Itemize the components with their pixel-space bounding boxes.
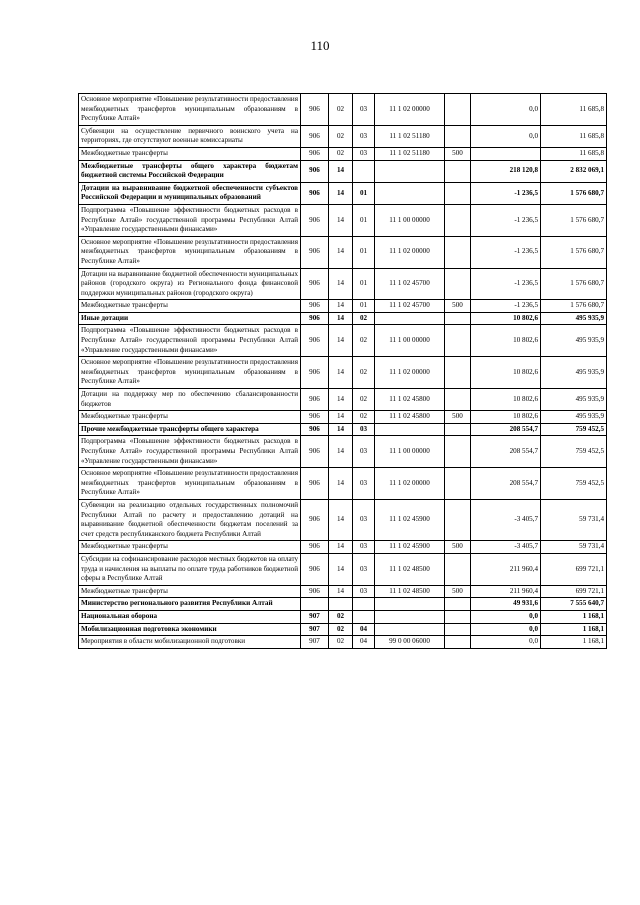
target-article-code: 11 1 00 00000 (375, 436, 445, 468)
subsection-code: 02 (353, 411, 375, 424)
target-article-code: 11 1 02 45900 (375, 499, 445, 540)
target-article-code (375, 610, 445, 623)
expense-type-code: 500 (445, 300, 471, 313)
amount-change: 49 931,6 (471, 598, 541, 611)
admin-code: 906 (301, 553, 329, 585)
expense-type-code (445, 468, 471, 500)
section-code: 14 (329, 236, 353, 268)
expense-type-code (445, 598, 471, 611)
table-row (79, 585, 607, 598)
amount-change: 0,0 (471, 125, 541, 147)
admin-code: 907 (301, 610, 329, 623)
amount-total: 495 935,9 (541, 325, 607, 357)
amount-change: -3 405,7 (471, 541, 541, 554)
admin-code: 906 (301, 312, 329, 325)
amount-total: 495 935,9 (541, 389, 607, 411)
table-row (79, 147, 607, 160)
amount-total: 759 452,5 (541, 436, 607, 468)
table-row (79, 312, 607, 325)
admin-code: 906 (301, 499, 329, 540)
subsection-code: 03 (353, 468, 375, 500)
expense-type-code (445, 236, 471, 268)
subsection-code: 04 (353, 636, 375, 649)
amount-total: 59 731,4 (541, 541, 607, 554)
amount-total: 1 168,1 (541, 623, 607, 636)
subsection-code: 03 (353, 423, 375, 436)
admin-code: 906 (301, 236, 329, 268)
amount-change: 0,0 (471, 636, 541, 649)
admin-code: 906 (301, 541, 329, 554)
subsection-code: 03 (353, 541, 375, 554)
section-code: 14 (329, 468, 353, 500)
amount-change: -3 405,7 (471, 499, 541, 540)
table-row (79, 411, 607, 424)
amount-total: 1 168,1 (541, 610, 607, 623)
admin-code: 906 (301, 325, 329, 357)
amount-total: 11 685,8 (541, 125, 607, 147)
section-code: 14 (329, 541, 353, 554)
amount-total: 11 685,8 (541, 147, 607, 160)
section-code: 14 (329, 389, 353, 411)
expense-type-code (445, 204, 471, 236)
expense-type-code (445, 610, 471, 623)
amount-total: 1 576 680,7 (541, 182, 607, 204)
section-code: 02 (329, 94, 353, 126)
expense-type-code: 500 (445, 585, 471, 598)
section-code: 14 (329, 423, 353, 436)
target-article-code: 11 1 02 45700 (375, 268, 445, 300)
amount-change: 10 802,6 (471, 312, 541, 325)
admin-code: 906 (301, 357, 329, 389)
amount-total: 1 576 680,7 (541, 204, 607, 236)
admin-code: 906 (301, 204, 329, 236)
row-name: Межбюджетные трансферты (79, 300, 301, 313)
row-name: Подпрограмма «Повышение эффективности бюджетных расходов в Республике Алтай» государственной программы Республики Алтай «Управление государственными финансами» (79, 325, 301, 357)
row-name: Мероприятия в области мобилизационной подготовки (79, 636, 301, 649)
subsection-code: 03 (353, 147, 375, 160)
amount-change: 211 960,4 (471, 553, 541, 585)
admin-code: 906 (301, 468, 329, 500)
amount-total: 759 452,5 (541, 423, 607, 436)
section-code: 14 (329, 499, 353, 540)
section-code: 02 (329, 623, 353, 636)
target-article-code: 11 1 02 48500 (375, 553, 445, 585)
subsection-code (353, 160, 375, 182)
subsection-code: 02 (353, 312, 375, 325)
amount-change: -1 236,5 (471, 268, 541, 300)
subsection-code (353, 598, 375, 611)
subsection-code: 03 (353, 94, 375, 126)
amount-change: -1 236,5 (471, 204, 541, 236)
expense-type-code (445, 357, 471, 389)
expense-type-code: 500 (445, 147, 471, 160)
target-article-code: 11 1 02 45800 (375, 389, 445, 411)
target-article-code: 11 1 02 51180 (375, 125, 445, 147)
row-name: Дотации на выравнивание бюджетной обеспеченности муниципальных районов (городского округа) из Регионального фонда финансовой поддержки муниципальных районов (городского округа) (79, 268, 301, 300)
section-code: 14 (329, 325, 353, 357)
expense-type-code (445, 182, 471, 204)
section-code: 14 (329, 300, 353, 313)
row-name: Прочие межбюджетные трансферты общего характера (79, 423, 301, 436)
amount-change: 208 554,7 (471, 436, 541, 468)
section-code: 14 (329, 312, 353, 325)
table-row (79, 268, 607, 300)
expense-type-code (445, 160, 471, 182)
amount-total: 1 576 680,7 (541, 236, 607, 268)
row-name: Межбюджетные трансферты (79, 585, 301, 598)
admin-code: 906 (301, 585, 329, 598)
admin-code: 906 (301, 160, 329, 182)
target-article-code: 11 1 02 45900 (375, 541, 445, 554)
expense-type-code (445, 389, 471, 411)
target-article-code: 11 1 02 45700 (375, 300, 445, 313)
admin-code: 907 (301, 623, 329, 636)
subsection-code: 03 (353, 125, 375, 147)
expense-type-code (445, 94, 471, 126)
section-code: 14 (329, 204, 353, 236)
row-name: Межбюджетные трансферты (79, 411, 301, 424)
admin-code: 906 (301, 411, 329, 424)
section-code: 14 (329, 160, 353, 182)
amount-total: 59 731,4 (541, 499, 607, 540)
subsection-code (353, 610, 375, 623)
amount-total: 1 576 680,7 (541, 268, 607, 300)
table-row (79, 499, 607, 540)
table-row (79, 468, 607, 500)
target-article-code (375, 623, 445, 636)
amount-total: 699 721,1 (541, 553, 607, 585)
expense-type-code (445, 268, 471, 300)
row-name: Субвенции на осуществление первичного воинского учета на территориях, где отсутствуют военные комиссариаты (79, 125, 301, 147)
section-code: 14 (329, 436, 353, 468)
row-name: Основное мероприятие «Повышение результативности предоставления межбюджетных трансфертов муниципальным образованиям в Республике Алтай» (79, 236, 301, 268)
row-name: Основное мероприятие «Повышение результативности предоставления межбюджетных трансфертов муниципальным образованиям в Республике Алтай» (79, 468, 301, 500)
row-name: Межбюджетные трансферты (79, 147, 301, 160)
target-article-code: 11 1 02 48500 (375, 585, 445, 598)
row-name: Межбюджетные трансферты общего характера бюджетам бюджетной системы Российской Федерации (79, 160, 301, 182)
subsection-code: 03 (353, 553, 375, 585)
table-row (79, 389, 607, 411)
expense-type-code (445, 423, 471, 436)
section-code: 02 (329, 610, 353, 623)
table-row (79, 553, 607, 585)
amount-change: 0,0 (471, 623, 541, 636)
amount-change: 0,0 (471, 610, 541, 623)
row-name: Основное мероприятие «Повышение результативности предоставления межбюджетных трансфертов муниципальным образованиям в Республике Алтай» (79, 357, 301, 389)
row-name: Подпрограмма «Повышение эффективности бюджетных расходов в Республике Алтай» государственной программы Республики Алтай «Управление государственными финансами» (79, 204, 301, 236)
target-article-code (375, 160, 445, 182)
page-number: 110 (310, 38, 330, 53)
row-name: Дотации на поддержку мер по обеспечению сбалансированности бюджетов (79, 389, 301, 411)
section-code: 14 (329, 268, 353, 300)
subsection-code: 02 (353, 357, 375, 389)
subsection-code: 04 (353, 623, 375, 636)
amount-change: 10 802,6 (471, 325, 541, 357)
amount-change (471, 147, 541, 160)
subsection-code: 01 (353, 300, 375, 313)
amount-change: -1 236,5 (471, 236, 541, 268)
expense-type-code (445, 623, 471, 636)
row-name: Иные дотации (79, 312, 301, 325)
table-row (79, 300, 607, 313)
amount-change: 10 802,6 (471, 389, 541, 411)
amount-change: -1 236,5 (471, 182, 541, 204)
amount-change: 208 554,7 (471, 423, 541, 436)
table-row (79, 236, 607, 268)
target-article-code: 11 1 02 45800 (375, 411, 445, 424)
amount-change: 10 802,6 (471, 357, 541, 389)
target-article-code: 11 1 00 00000 (375, 204, 445, 236)
subsection-code: 03 (353, 436, 375, 468)
row-name: Основное мероприятие «Повышение результативности предоставления межбюджетных трансфертов муниципальным образованиям в Республике Алтай» (79, 94, 301, 126)
table-row (79, 423, 607, 436)
admin-code: 906 (301, 423, 329, 436)
subsection-code: 01 (353, 268, 375, 300)
amount-total: 699 721,1 (541, 585, 607, 598)
target-article-code: 11 1 02 00000 (375, 236, 445, 268)
admin-code: 907 (301, 636, 329, 649)
section-code (329, 598, 353, 611)
expense-type-code: 500 (445, 541, 471, 554)
admin-code (301, 598, 329, 611)
target-article-code: 11 1 02 51180 (375, 147, 445, 160)
table-row (79, 125, 607, 147)
section-code: 14 (329, 553, 353, 585)
admin-code: 906 (301, 300, 329, 313)
amount-total: 11 685,8 (541, 94, 607, 126)
row-name: Мобилизационная подготовка экономики (79, 623, 301, 636)
subsection-code: 01 (353, 236, 375, 268)
budget-table (78, 93, 607, 649)
amount-total: 495 935,9 (541, 411, 607, 424)
amount-total: 2 832 069,1 (541, 160, 607, 182)
subsection-code: 02 (353, 389, 375, 411)
section-code: 02 (329, 636, 353, 649)
table-row (79, 204, 607, 236)
section-code: 14 (329, 411, 353, 424)
subsection-code: 02 (353, 325, 375, 357)
table-row (79, 94, 607, 126)
expense-type-code (445, 125, 471, 147)
expense-type-code (445, 325, 471, 357)
subsection-code: 01 (353, 204, 375, 236)
subsection-code: 03 (353, 499, 375, 540)
table-row (79, 182, 607, 204)
target-article-code (375, 598, 445, 611)
row-name: Субсидии на софинансирование расходов местных бюджетов на оплату труда и начисления на выплаты по оплате труда работников бюджетной сферы в Республике Алтай (79, 553, 301, 585)
target-article-code: 11 1 02 00000 (375, 94, 445, 126)
table-row (79, 623, 607, 636)
admin-code: 906 (301, 147, 329, 160)
expense-type-code (445, 436, 471, 468)
amount-total: 1 576 680,7 (541, 300, 607, 313)
expense-type-code (445, 553, 471, 585)
table-row (79, 610, 607, 623)
target-article-code: 11 1 02 00000 (375, 468, 445, 500)
amount-total: 495 935,9 (541, 357, 607, 389)
amount-total: 759 452,5 (541, 468, 607, 500)
target-article-code: 11 1 00 00000 (375, 325, 445, 357)
row-name: Субвенции на реализацию отдельных государственных полномочий Республики Алтай по расчету и предоставлению дотаций на выравнивание бюджетной обеспеченности бюджетам поселений за счет средств республиканского бюджета Республики Алтай (79, 499, 301, 540)
expense-type-code: 500 (445, 411, 471, 424)
section-code: 14 (329, 585, 353, 598)
table-row (79, 357, 607, 389)
admin-code: 906 (301, 268, 329, 300)
expense-type-code (445, 312, 471, 325)
amount-change: 10 802,6 (471, 411, 541, 424)
target-article-code: 11 1 02 00000 (375, 357, 445, 389)
expense-type-code (445, 499, 471, 540)
target-article-code (375, 312, 445, 325)
amount-change: 211 960,4 (471, 585, 541, 598)
row-name: Подпрограмма «Повышение эффективности бюджетных расходов в Республике Алтай» государственной программы Республики Алтай «Управление государственными финансами» (79, 436, 301, 468)
subsection-code: 01 (353, 182, 375, 204)
admin-code: 906 (301, 182, 329, 204)
target-article-code (375, 423, 445, 436)
row-name: Национальная оборона (79, 610, 301, 623)
table-row (79, 598, 607, 611)
expense-type-code (445, 636, 471, 649)
amount-total: 7 555 640,7 (541, 598, 607, 611)
amount-change: -1 236,5 (471, 300, 541, 313)
table-row (79, 160, 607, 182)
amount-change: 208 554,7 (471, 468, 541, 500)
table-row (79, 436, 607, 468)
amount-change: 0,0 (471, 94, 541, 126)
table-row (79, 325, 607, 357)
target-article-code: 99 0 00 06000 (375, 636, 445, 649)
row-name: Дотации на выравнивание бюджетной обеспеченности субъектов Российской Федерации и муниципальных образований (79, 182, 301, 204)
target-article-code (375, 182, 445, 204)
section-code: 14 (329, 182, 353, 204)
admin-code: 906 (301, 389, 329, 411)
admin-code: 906 (301, 436, 329, 468)
amount-total: 495 935,9 (541, 312, 607, 325)
amount-total: 1 168,1 (541, 636, 607, 649)
section-code: 02 (329, 147, 353, 160)
table-row (79, 636, 607, 649)
amount-change: 218 120,8 (471, 160, 541, 182)
section-code: 02 (329, 125, 353, 147)
admin-code: 906 (301, 94, 329, 126)
section-code: 14 (329, 357, 353, 389)
admin-code: 906 (301, 125, 329, 147)
row-name: Министерство регионального развития Республики Алтай (79, 598, 301, 611)
table-row (79, 541, 607, 554)
row-name: Межбюджетные трансферты (79, 541, 301, 554)
subsection-code: 03 (353, 585, 375, 598)
